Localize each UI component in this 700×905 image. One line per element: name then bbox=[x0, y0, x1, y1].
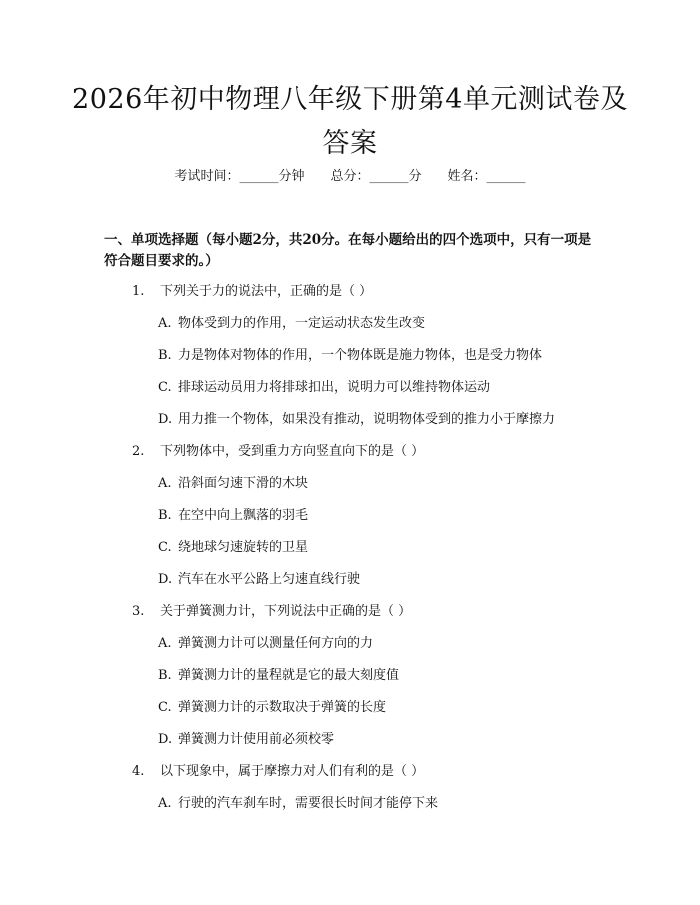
option-text: 汽车在水平公路上匀速直线行驶 bbox=[178, 572, 361, 587]
question-4-option-a bbox=[158, 794, 438, 814]
option-letter: A. bbox=[158, 796, 172, 811]
question-number: 3. bbox=[132, 604, 145, 619]
option-text: 在空中向上飘落的羽毛 bbox=[178, 508, 309, 523]
option-letter: B. bbox=[158, 508, 172, 523]
option-letter: D. bbox=[158, 732, 173, 747]
option-text: 绕地球匀速旋转的卫星 bbox=[178, 540, 309, 555]
question-3 bbox=[132, 602, 411, 622]
question-stem: 关于弹簧测力计，下列说法中正确的是（ ） bbox=[160, 604, 412, 619]
option-letter: D. bbox=[158, 572, 173, 587]
question-3-option-c bbox=[158, 698, 386, 718]
question-1-option-b bbox=[158, 346, 542, 366]
question-2-option-d bbox=[158, 570, 360, 590]
question-2-option-b bbox=[158, 506, 308, 526]
question-number: 2. bbox=[132, 444, 145, 459]
option-text: 弹簧测力计使用前必须校零 bbox=[178, 732, 335, 747]
question-1-option-c bbox=[158, 378, 490, 398]
option-text: 排球运动员用力将排球扣出，说明力可以维持物体运动 bbox=[178, 380, 491, 395]
question-number: 4. bbox=[132, 764, 145, 779]
option-letter: C. bbox=[158, 540, 172, 555]
option-text: 弹簧测力计可以测量任何方向的力 bbox=[178, 636, 374, 651]
total-score-field: 总分：______分 bbox=[330, 169, 422, 184]
option-letter: D. bbox=[158, 412, 173, 427]
page-title: 2026年初中物理八年级下册第4单元测试卷及答案 bbox=[72, 84, 628, 159]
option-letter: B. bbox=[158, 668, 172, 683]
option-text: 沿斜面匀速下滑的木块 bbox=[178, 476, 309, 491]
question-1-option-d bbox=[158, 410, 555, 430]
question-1 bbox=[132, 282, 372, 302]
option-letter: B. bbox=[158, 348, 172, 363]
student-name-field: 姓名：______ bbox=[447, 169, 526, 184]
question-3-option-b bbox=[158, 666, 399, 686]
option-letter: A. bbox=[158, 636, 172, 651]
section-heading: 一、单项选择题（每小题2分，共20分。在每小题给出的四个选项中，只有一项是符合题目要求的。） bbox=[104, 232, 592, 269]
question-stem: 下列关于力的说法中，正确的是（ ） bbox=[160, 284, 373, 299]
option-text: 用力推一个物体，如果没有推动，说明物体受到的推力小于摩擦力 bbox=[178, 412, 556, 427]
question-3-option-a bbox=[158, 634, 373, 654]
option-text: 力是物体对物体的作用，一个物体既是施力物体，也是受力物体 bbox=[178, 348, 543, 363]
option-text: 物体受到力的作用，一定运动状态发生改变 bbox=[178, 316, 426, 331]
option-text: 弹簧测力计的量程就是它的最大刻度值 bbox=[178, 668, 400, 683]
option-text: 行驶的汽车刹车时，需要很长时间才能停下来 bbox=[178, 796, 439, 811]
question-1-option-a bbox=[158, 314, 425, 334]
exam-meta-line bbox=[0, 167, 700, 187]
option-letter: A. bbox=[158, 476, 172, 491]
question-number: 1. bbox=[132, 284, 145, 299]
question-stem: 以下现象中，属于摩擦力对人们有利的是（ ） bbox=[160, 764, 425, 779]
question-2 bbox=[132, 442, 424, 462]
question-2-option-c bbox=[158, 538, 308, 558]
option-text: 弹簧测力计的示数取决于弹簧的长度 bbox=[178, 700, 387, 715]
option-letter: A. bbox=[158, 316, 172, 331]
question-4 bbox=[132, 762, 424, 782]
option-letter: C. bbox=[158, 380, 172, 395]
option-letter: C. bbox=[158, 700, 172, 715]
exam-time-field: 考试时间：______分钟 bbox=[174, 169, 305, 184]
question-3-option-d bbox=[158, 730, 334, 750]
question-2-option-a bbox=[158, 474, 308, 494]
question-stem: 下列物体中，受到重力方向竖直向下的是（ ） bbox=[160, 444, 425, 459]
